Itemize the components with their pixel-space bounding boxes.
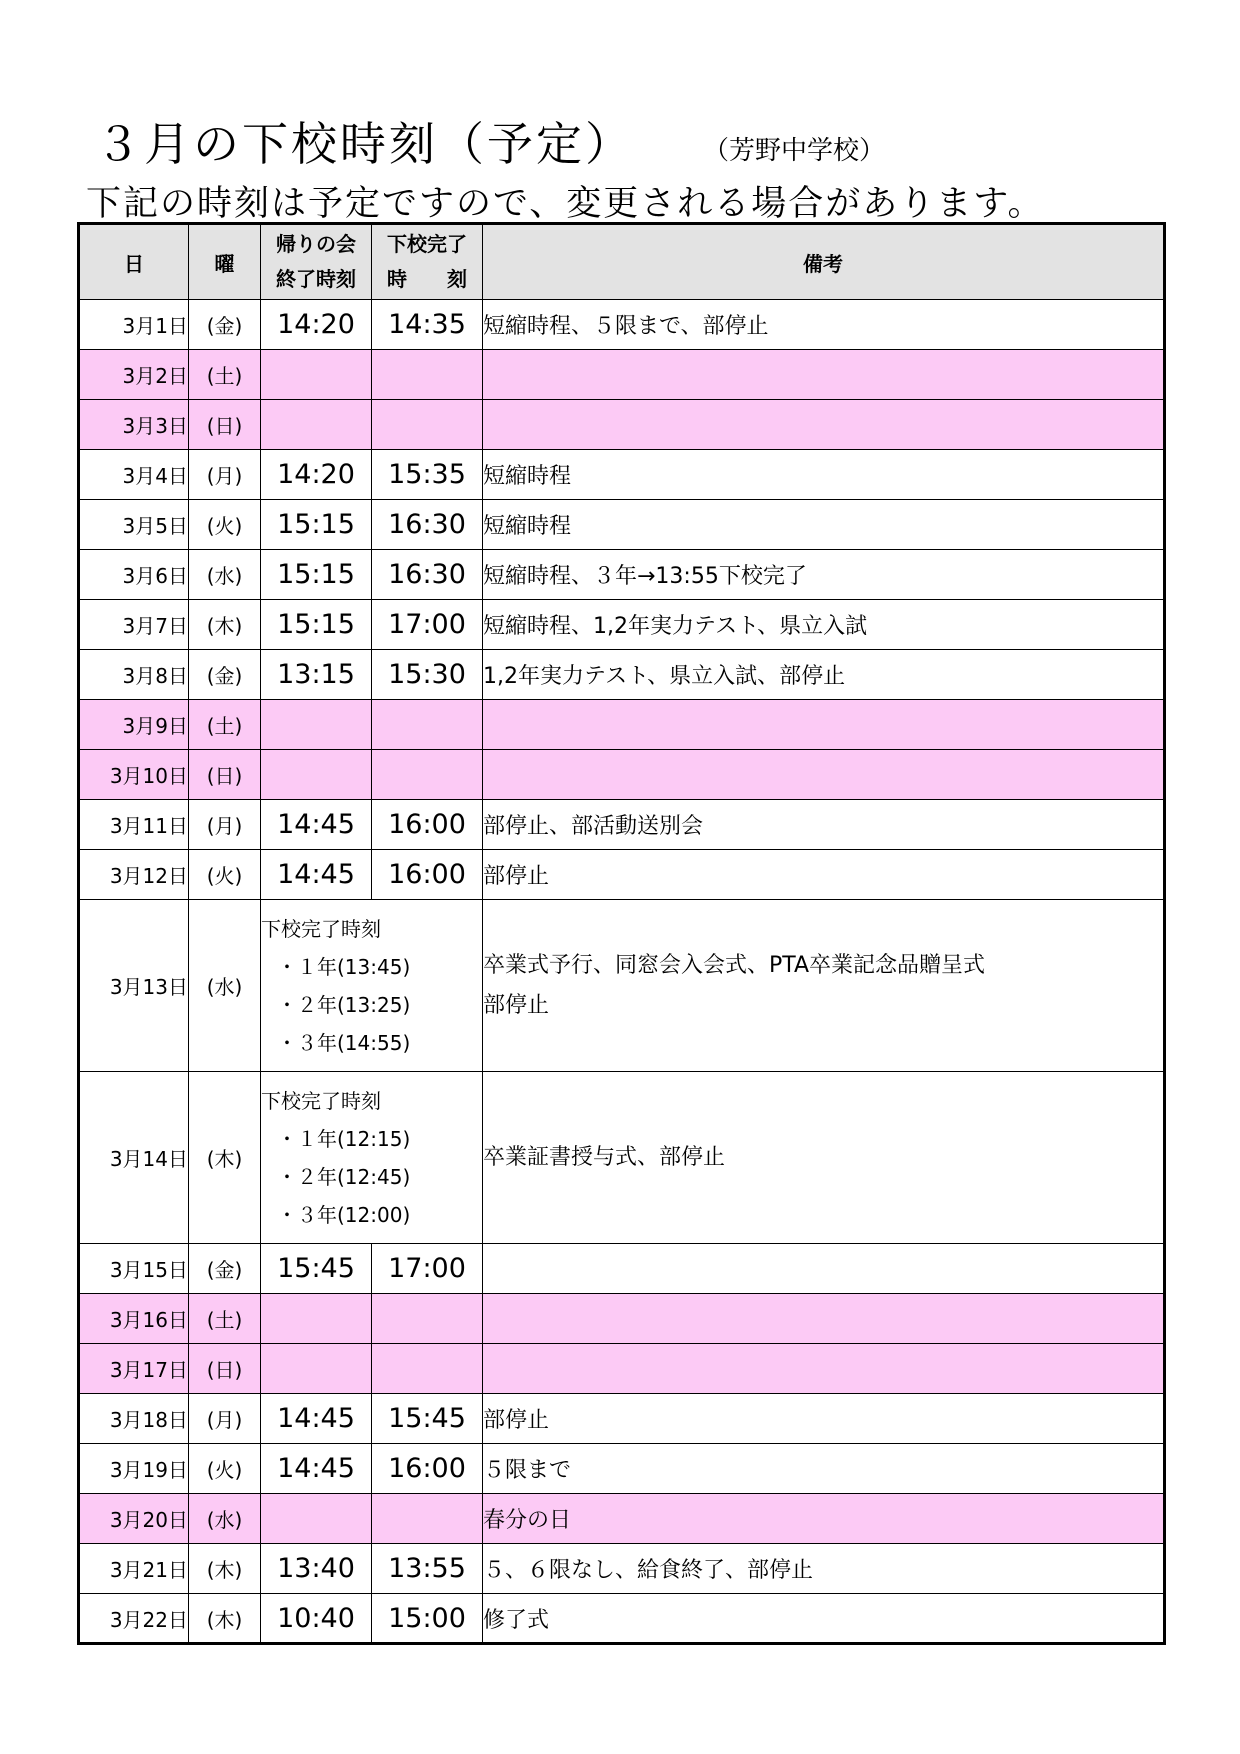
cell-note [483, 1244, 1165, 1294]
cell-end-time: 13:15 [261, 650, 372, 700]
cell-weekday: (土) [189, 350, 261, 400]
cell-date: 3月10日 [79, 750, 189, 800]
cell-note: 短縮時程 [483, 450, 1165, 500]
table-row [79, 900, 1165, 1072]
cell-weekday: (土) [189, 700, 261, 750]
cell-note [483, 750, 1165, 800]
cell-end-time: 14:45 [261, 1444, 372, 1494]
cell-end-time: 10:40 [261, 1594, 372, 1644]
cell-end-time: 15:15 [261, 500, 372, 550]
dismissal-grade-3: ・３年(14:55) [277, 1030, 411, 1055]
cell-date: 3月5日 [79, 500, 189, 550]
cell-end-time [261, 700, 372, 750]
schedule-table [77, 222, 1166, 1645]
cell-leave-time: 16:30 [372, 500, 483, 550]
cell-note [483, 400, 1165, 450]
col-header-leave-time-line2: 時 刻 [387, 267, 467, 291]
cell-date: 3月21日 [79, 1544, 189, 1594]
dismissal-grade-2: ・２年(13:25) [277, 992, 411, 1017]
table-row-holiday [79, 1294, 1165, 1344]
table-row-holiday [79, 700, 1165, 750]
col-header-leave-time-line1: 下校完了 [387, 232, 467, 256]
cell-end-time: 15:15 [261, 600, 372, 650]
cell-note: 春分の日 [483, 1494, 1165, 1544]
cell-leave-time [372, 350, 483, 400]
cell-date: 3月20日 [79, 1494, 189, 1544]
cell-weekday: (木) [189, 1594, 261, 1644]
cell-end-time [261, 400, 372, 450]
cell-weekday: (木) [189, 1072, 261, 1244]
cell-note [483, 350, 1165, 400]
cell-end-time: 14:45 [261, 1394, 372, 1444]
cell-note: 短縮時程 [483, 500, 1165, 550]
cell-date: 3月11日 [79, 800, 189, 850]
cell-end-time: 14:45 [261, 800, 372, 850]
cell-date: 3月8日 [79, 650, 189, 700]
page-subtitle: 下記の時刻は予定ですので、変更される場合があります。 [86, 184, 1045, 224]
cell-date: 3月16日 [79, 1294, 189, 1344]
col-header-notes: 備考 [483, 224, 1165, 300]
cell-weekday: (日) [189, 750, 261, 800]
cell-end-time [261, 750, 372, 800]
col-header-leave-time [372, 224, 483, 300]
table-row [79, 550, 1165, 600]
cell-dismissal-times [261, 1072, 483, 1244]
cell-date: 3月15日 [79, 1244, 189, 1294]
cell-end-time [261, 1294, 372, 1344]
cell-note: 短縮時程、1,2年実力テスト、県立入試 [483, 600, 1165, 650]
cell-date: 3月18日 [79, 1394, 189, 1444]
cell-date: 3月7日 [79, 600, 189, 650]
table-row [79, 600, 1165, 650]
cell-leave-time [372, 1344, 483, 1394]
table-row [79, 1544, 1165, 1594]
cell-weekday: (金) [189, 650, 261, 700]
note-line: 卒業式予行、同窓会入会式、PTA卒業記念品贈呈式 [483, 952, 986, 978]
cell-weekday: (金) [189, 1244, 261, 1294]
note-line: 部停止 [483, 992, 550, 1018]
cell-note [483, 1294, 1165, 1344]
cell-end-time [261, 1494, 372, 1544]
table-row [79, 300, 1165, 350]
cell-weekday: (火) [189, 500, 261, 550]
cell-leave-time: 17:00 [372, 600, 483, 650]
col-header-day: 日 [79, 224, 189, 300]
cell-end-time: 14:20 [261, 450, 372, 500]
table-row-holiday [79, 350, 1165, 400]
cell-note: 短縮時程、３年→13:55下校完了 [483, 550, 1165, 600]
cell-note: 部停止 [483, 1394, 1165, 1444]
cell-weekday: (日) [189, 400, 261, 450]
cell-weekday: (月) [189, 800, 261, 850]
cell-leave-time: 16:00 [372, 1444, 483, 1494]
cell-weekday: (木) [189, 1544, 261, 1594]
cell-end-time: 15:15 [261, 550, 372, 600]
cell-weekday: (水) [189, 900, 261, 1072]
cell-end-time: 15:45 [261, 1244, 372, 1294]
dismissal-grade-3: ・３年(12:00) [277, 1202, 411, 1227]
table-row [79, 850, 1165, 900]
cell-weekday: (火) [189, 1444, 261, 1494]
cell-leave-time [372, 750, 483, 800]
cell-note [483, 1344, 1165, 1394]
cell-leave-time: 15:35 [372, 450, 483, 500]
cell-leave-time: 14:35 [372, 300, 483, 350]
cell-weekday: (金) [189, 300, 261, 350]
table-row [79, 800, 1165, 850]
cell-note: ５限まで [483, 1444, 1165, 1494]
table-row [79, 450, 1165, 500]
cell-note [483, 900, 1165, 1072]
cell-weekday: (水) [189, 550, 261, 600]
cell-weekday: (水) [189, 1494, 261, 1544]
cell-dismissal-times [261, 900, 483, 1072]
cell-leave-time: 13:55 [372, 1544, 483, 1594]
cell-weekday: (火) [189, 850, 261, 900]
cell-note: 部停止、部活動送別会 [483, 800, 1165, 850]
cell-date: 3月4日 [79, 450, 189, 500]
dismissal-grade-2: ・２年(12:45) [277, 1164, 411, 1189]
col-header-end-time [261, 224, 372, 300]
table-body [79, 300, 1165, 1644]
cell-date: 3月1日 [79, 300, 189, 350]
cell-weekday: (月) [189, 1394, 261, 1444]
cell-end-time [261, 1344, 372, 1394]
title-row [95, 108, 1195, 171]
cell-note: 修了式 [483, 1594, 1165, 1644]
col-header-weekday: 曜 [189, 224, 261, 300]
cell-note [483, 1072, 1165, 1244]
table-row [79, 500, 1165, 550]
cell-date: 3月3日 [79, 400, 189, 450]
cell-note: ５、６限なし、給食終了、部停止 [483, 1544, 1165, 1594]
cell-leave-time: 15:00 [372, 1594, 483, 1644]
col-header-end-time-line2: 終了時刻 [276, 267, 356, 291]
cell-weekday: (土) [189, 1294, 261, 1344]
cell-date: 3月2日 [79, 350, 189, 400]
dismissal-grade-1: ・１年(12:15) [277, 1126, 411, 1151]
table-row [79, 1394, 1165, 1444]
dismissal-title: 下校完了時刻 [261, 916, 381, 941]
cell-leave-time [372, 700, 483, 750]
cell-leave-time [372, 400, 483, 450]
cell-date: 3月17日 [79, 1344, 189, 1394]
table-row [79, 1072, 1165, 1244]
cell-note: 部停止 [483, 850, 1165, 900]
table-row [79, 1444, 1165, 1494]
table-row [79, 1594, 1165, 1644]
table-row-holiday [79, 1494, 1165, 1544]
cell-end-time: 14:20 [261, 300, 372, 350]
table-row [79, 650, 1165, 700]
table-row-holiday [79, 400, 1165, 450]
table-header [79, 224, 1165, 300]
cell-date: 3月9日 [79, 700, 189, 750]
cell-note [483, 700, 1165, 750]
cell-leave-time [372, 1494, 483, 1544]
note-line: 卒業証書授与式、部停止 [483, 1144, 726, 1170]
cell-note: 短縮時程、５限まで、部停止 [483, 300, 1165, 350]
table-row [79, 1244, 1165, 1294]
cell-date: 3月14日 [79, 1072, 189, 1244]
dismissal-grade-1: ・１年(13:45) [277, 954, 411, 979]
cell-end-time: 13:40 [261, 1544, 372, 1594]
cell-leave-time: 16:00 [372, 850, 483, 900]
school-name: （芳野中学校） [703, 136, 886, 166]
cell-end-time: 14:45 [261, 850, 372, 900]
cell-date: 3月12日 [79, 850, 189, 900]
table-row-holiday [79, 1344, 1165, 1394]
cell-leave-time: 15:30 [372, 650, 483, 700]
cell-weekday: (木) [189, 600, 261, 650]
cell-leave-time: 15:45 [372, 1394, 483, 1444]
cell-weekday: (月) [189, 450, 261, 500]
cell-date: 3月6日 [79, 550, 189, 600]
page-title: ３月の下校時刻（予定） [95, 117, 634, 171]
table-row-holiday [79, 750, 1165, 800]
cell-date: 3月13日 [79, 900, 189, 1072]
cell-leave-time [372, 1294, 483, 1344]
col-header-end-time-line1: 帰りの会 [276, 232, 356, 256]
cell-date: 3月22日 [79, 1594, 189, 1644]
cell-weekday: (日) [189, 1344, 261, 1394]
cell-date: 3月19日 [79, 1444, 189, 1494]
dismissal-title: 下校完了時刻 [261, 1088, 381, 1113]
cell-end-time [261, 350, 372, 400]
cell-leave-time: 16:00 [372, 800, 483, 850]
cell-note: 1,2年実力テスト、県立入試、部停止 [483, 650, 1165, 700]
cell-leave-time: 16:30 [372, 550, 483, 600]
cell-leave-time: 17:00 [372, 1244, 483, 1294]
